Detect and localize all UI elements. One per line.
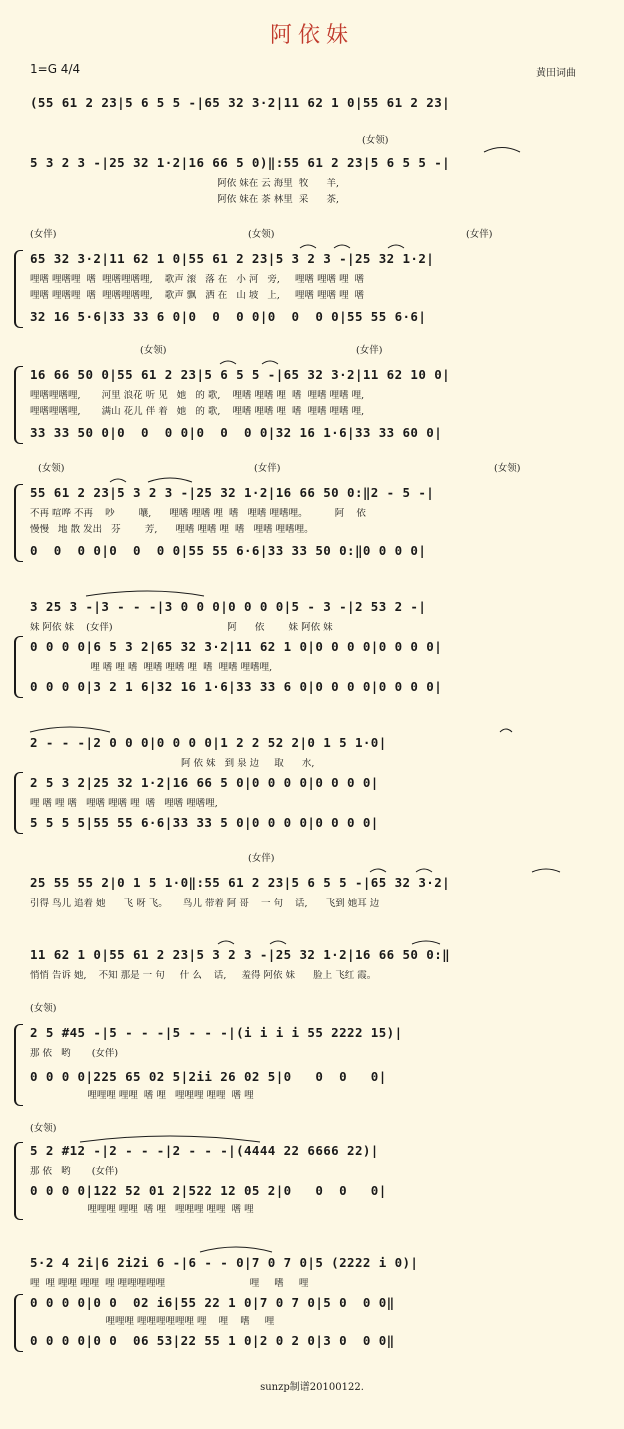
notation-line: 32 16 5·6|33 33 6 0|0 0 0 0|0 0 0 0|55 55 6·6| — [30, 310, 427, 324]
notation-line: 55 61 2 23|5 3 2 3 -|25 32 1·2|16 66 50 0:‖2 - 5 -| — [30, 486, 435, 500]
part-marker: (女伴) — [466, 229, 493, 240]
notation-line: 25 55 55 2|0 1 5 1·0‖:55 61 2 23|5 6 5 5 -|65 32 3·2| — [30, 876, 451, 890]
notation-line: 0 0 0 0|225 65 02 5|2ii 26 02 5|0 0 0 0| — [30, 1070, 387, 1084]
notation-line: 11 62 1 0|55 61 2 23|5 3 2 3 -|25 32 1·2|16 66 50 0:‖ — [30, 948, 451, 962]
part-marker: (女伴) — [356, 345, 383, 356]
notation-line: 5·2 4 2i|6 2i2i 6 -|6 - - 0|7 0 7 0|5 (2222 i 0)| — [30, 1256, 419, 1270]
lyric-line: 引得 鸟儿 追着 她 飞 呀 飞。 鸟儿 带着 阿 哥 一 句 话, 飞到 她耳 边 — [30, 898, 380, 909]
lyric-line: 哩嗜 哩嗜哩 嗜 哩嗜哩嗜哩, 歌声 飘 洒 在 山 坡 上, 哩嗜 哩嗜 哩 嗜 — [30, 290, 365, 301]
part-marker: (女领) — [494, 463, 521, 474]
notation-line: (55 61 2 23|5 6 5 5 -|65 32 3·2|11 62 1 0|55 61 2 23| — [30, 96, 451, 110]
lyric-line: 那 依 哟 (女伴) — [30, 1048, 119, 1059]
notation-line: 0 0 0 0|0 0 06 53|22 55 1 0|2 0 2 0|3 0 0 0‖ — [30, 1334, 395, 1348]
notation-line: 2 5 #45 -|5 - - -|5 - - -|(i i i i 55 2222 15)| — [30, 1026, 403, 1040]
key-signature: 1=G 4/4 — [30, 62, 81, 76]
notation-line: 3 25 3 -|3 - - -|3 0 0 0|0 0 0 0|5 - 3 -|2 53 2 -| — [30, 600, 427, 614]
part-marker: (女领) — [30, 1123, 57, 1134]
page-title: 阿依妹 — [269, 23, 354, 48]
lyric-line: 哩嗜哩嗜哩, 河里 浪花 听 见 她 的 歌, 哩嗜 哩嗜 哩 嗜 哩嗜 哩嗜 哩, — [30, 390, 365, 401]
notation-line: 0 0 0 0|0 0 02 i6|55 22 1 0|7 0 7 0|5 0 0 0‖ — [30, 1296, 395, 1310]
part-marker: (女领) — [30, 1003, 57, 1014]
lyric-line: 哩 哩 哩哩 哩哩 哩 哩哩哩哩哩 哩 嗜 哩 — [30, 1278, 309, 1289]
notation-line: 2 5 3 2|25 32 1·2|16 66 5 0|0 0 0 0|0 0 0 0| — [30, 776, 379, 790]
lyric-line: 阿 依 妹 到 泉 边 取 水, — [30, 758, 315, 769]
part-marker: (女伴) — [30, 229, 57, 240]
lyric-line: 悄悄 告诉 她, 不知 那是 一 句 什 么 话, 羞得 阿依 妹 脸上 飞红 霞。 — [30, 970, 377, 981]
notation-line: 5 3 2 3 -|25 32 1·2|16 66 5 0)‖:55 61 2 23|5 6 5 5 -| — [30, 156, 451, 170]
footer-note: sunzp制谱20100122. — [260, 1382, 364, 1393]
notation-line: 0 0 0 0|122 52 01 2|522 12 05 2|0 0 0 0| — [30, 1184, 387, 1198]
lyric-line: 哩 嗜 哩 嗜 哩嗜 哩嗜 哩 嗜 哩嗜 哩嗜哩, — [30, 798, 218, 809]
part-marker: (女伴) — [248, 853, 275, 864]
lyric-line: 不再 喧哗 不再 吵 嚷, 哩嗜 哩嗜 哩 嗜 哩嗜 哩嗜哩。 阿 依 — [30, 508, 366, 519]
part-marker: (女领) — [38, 463, 65, 474]
part-marker: (女领) — [362, 135, 389, 146]
lyric-line: 慢慢 地 散 发出 芬 芳, 哩嗜 哩嗜 哩 嗜 哩嗜 哩嗜哩。 — [30, 524, 314, 535]
notation-line: 33 33 50 0|0 0 0 0|0 0 0 0|32 16 1·6|33 33 60 0| — [30, 426, 443, 440]
notation-line: 2 - - -|2 0 0 0|0 0 0 0|1 2 2 52 2|0 1 5 1·0| — [30, 736, 387, 750]
part-marker: (女领) — [248, 229, 275, 240]
lyric-line: 那 依 哟 (女伴) — [30, 1166, 119, 1177]
notation-line: 65 32 3·2|11 62 1 0|55 61 2 23|5 3 2 3 -|25 32 1·2| — [30, 252, 435, 266]
notation-line: 5 2 #12 -|2 - - -|2 - - -|(4444 22 6666 22)| — [30, 1144, 379, 1158]
lyric-line: 哩哩哩 哩哩哩哩哩哩 哩 哩 嗜 哩 — [30, 1316, 275, 1327]
notation-line: 0 0 0 0|3 2 1 6|32 16 1·6|33 33 6 0|0 0 0 0|0 0 0 0| — [30, 680, 443, 694]
lyric-line: 哩哩哩 哩哩 嗜 哩 哩哩哩 哩哩 嗜 哩 — [30, 1204, 254, 1215]
notation-line: 0 0 0 0|0 0 0 0|55 55 6·6|33 33 50 0:‖0 0 0 0| — [30, 544, 427, 558]
part-marker: (女领) — [140, 345, 167, 356]
notation-line: 0 0 0 0|6 5 3 2|65 32 3·2|11 62 1 0|0 0 0 0|0 0 0 0| — [30, 640, 443, 654]
notation-line: 16 66 50 0|55 61 2 23|5 6 5 5 -|65 32 3·2|11 62 10 0| — [30, 368, 451, 382]
lyric-line: 阿依 妹在 云 海里 牧 羊, — [30, 178, 339, 189]
lyric-line: 哩哩哩 哩哩 嗜 哩 哩哩哩 哩哩 嗜 哩 — [30, 1090, 254, 1101]
lyric-line: 阿依 妹在 茶 林里 采 茶, — [30, 194, 339, 205]
notation-line: 5 5 5 5|55 55 6·6|33 33 5 0|0 0 0 0|0 0 0 0| — [30, 816, 379, 830]
composer-credit: 黄田词曲 — [536, 68, 576, 79]
part-marker: (女伴) — [254, 463, 281, 474]
lyric-line: 妹 阿依 妹 (女伴) 阿 依 妹 阿依 妹 — [30, 622, 333, 633]
lyric-line: 哩嗜哩嗜哩, 满山 花儿 伴 着 她 的 歌, 哩嗜 哩嗜 哩 嗜 哩嗜 哩嗜 哩, — [30, 406, 365, 417]
lyric-line: 哩嗜 哩嗜哩 嗜 哩嗜哩嗜哩, 歌声 滚 落 在 小 河 旁, 哩嗜 哩嗜 哩 嗜 — [30, 274, 365, 285]
lyric-line: 哩 嗜 哩 嗜 哩嗜 哩嗜 哩 嗜 哩嗜 哩嗜哩, — [30, 662, 273, 673]
